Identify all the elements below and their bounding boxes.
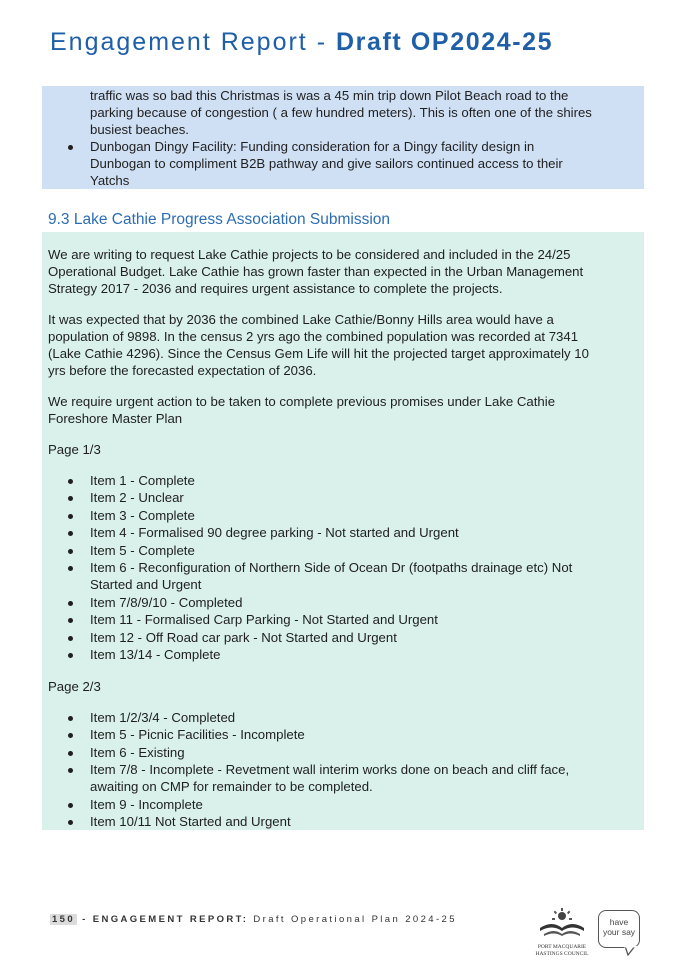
council-logo	[530, 908, 594, 960]
list-item: Item 9 - Incomplete	[90, 797, 203, 812]
list-item: Item 7/8 - Incomplete - Revetment wall interim works done on beach and cliff face,	[90, 762, 570, 777]
list-item: Item 12 - Off Road car park - Not Started and Urgent	[90, 630, 397, 645]
bullet-icon	[68, 751, 73, 756]
list-item: Item 7/8/9/10 - Completed	[90, 595, 243, 610]
bullet-icon	[68, 566, 73, 571]
have-your-say-line: your say	[602, 927, 636, 937]
paragraph-line: We require urgent action to be taken to complete previous promises under Lake Cathie	[48, 394, 556, 409]
paragraph-line: It was expected that by 2036 the combined Lake Cathie/Bonny Hills area would have a	[48, 312, 554, 327]
list-item-continued: Started and Urgent	[90, 577, 202, 592]
paragraph-line: Foreshore Master Plan	[48, 411, 183, 426]
list-item: Item 11 - Formalised Carp Parking - Not Started and Urgent	[90, 612, 438, 627]
bullet-icon	[68, 768, 73, 773]
list-item-continued: awaiting on CMP for remainder to be completed.	[90, 779, 373, 794]
have-your-say-line: have	[609, 917, 629, 927]
bullet-icon	[68, 601, 73, 606]
list-item: Item 6 - Existing	[90, 745, 185, 760]
bullet-icon	[68, 716, 73, 721]
continuation-line: busiest beaches.	[90, 122, 189, 137]
bullet-line: Yatchs	[90, 173, 130, 188]
list-item: Item 1 - Complete	[90, 473, 195, 488]
section-heading: 9.3 Lake Cathie Progress Association Submission	[48, 211, 391, 228]
bullet-icon	[68, 733, 73, 738]
bullet-icon	[68, 549, 73, 554]
paragraph-line: population of 9898. In the census 2 yrs ago the combined population was recorded at 7341	[48, 329, 579, 344]
bullet-icon	[68, 636, 73, 641]
list-item: Item 5 - Picnic Facilities - Incomplete	[90, 727, 305, 742]
list-item: Item 2 - Unclear	[90, 490, 184, 505]
bullet-icon	[68, 618, 73, 623]
bullet-icon	[68, 531, 73, 536]
bullet-icon	[68, 145, 73, 150]
bullet-icon	[68, 514, 73, 519]
paragraph-line: yrs before the forecasted expectation of 2036.	[48, 363, 317, 378]
bullet-icon	[68, 479, 73, 484]
paragraph-line: Operational Budget. Lake Cathie has grown faster than expected in the Urban Management	[48, 264, 584, 279]
page-number: 150	[52, 914, 76, 925]
page-title	[50, 28, 650, 57]
logo-text-line: HASTINGS COUNCIL	[535, 951, 589, 957]
list-item: Item 5 - Complete	[90, 543, 195, 558]
list-item: Item 13/14 - Complete	[90, 647, 221, 662]
paragraph-line: We are writing to request Lake Cathie projects to be considered and included in the 24/25	[48, 247, 571, 262]
page-footer	[50, 914, 457, 925]
paragraph-line: (Lake Cathie 4296). Since the Census Gem Life will hit the projected target approximately 10	[48, 346, 589, 361]
bullet-icon	[68, 496, 73, 501]
page-title-bold: Draft OP2024-25	[335, 28, 554, 56]
list-item: Item 3 - Complete	[90, 508, 195, 523]
bullet-icon	[68, 653, 73, 658]
list-item: Item 10/11 Not Started and Urgent	[90, 814, 291, 829]
speech-bubble-icon	[624, 946, 638, 956]
bullet-line: Dunbogan Dingy Facility: Funding consideration for a Dingy facility design in	[90, 139, 535, 154]
council-logo-icon	[530, 908, 594, 942]
footer-dash: -	[77, 914, 93, 925]
list-item: Item 6 - Reconfiguration of Northern Side of Ocean Dr (footpaths drainage etc) Not	[90, 560, 573, 575]
page-label: Page 1/3	[48, 442, 101, 457]
list-item: Item 1/2/3/4 - Completed	[90, 710, 236, 725]
bullet-line: Dunbogan to compliment B2B pathway and give sailors continued access to their	[90, 156, 563, 171]
footer-doc-title: Draft Operational Plan 2024-25	[248, 914, 457, 925]
page-title-plain: Engagement Report -	[50, 28, 336, 56]
footer-report-label: ENGAGEMENT REPORT:	[92, 914, 249, 925]
have-your-say-badge	[598, 910, 640, 948]
list-item: Item 4 - Formalised 90 degree parking - Not started and Urgent	[90, 525, 459, 540]
page-label: Page 2/3	[48, 679, 101, 694]
continuation-line: traffic was so bad this Christmas is was a 45 min trip down Pilot Beach road to the	[90, 88, 569, 103]
continuation-line: parking because of congestion ( a few hundred meters). This is often one of the shires	[90, 105, 592, 120]
bullet-icon	[68, 803, 73, 808]
logo-text-line: PORT MACQUARIE	[537, 944, 587, 950]
bullet-icon	[68, 820, 73, 825]
paragraph-line: Strategy 2017 - 2036 and requires urgent assistance to complete the projects.	[48, 281, 503, 296]
